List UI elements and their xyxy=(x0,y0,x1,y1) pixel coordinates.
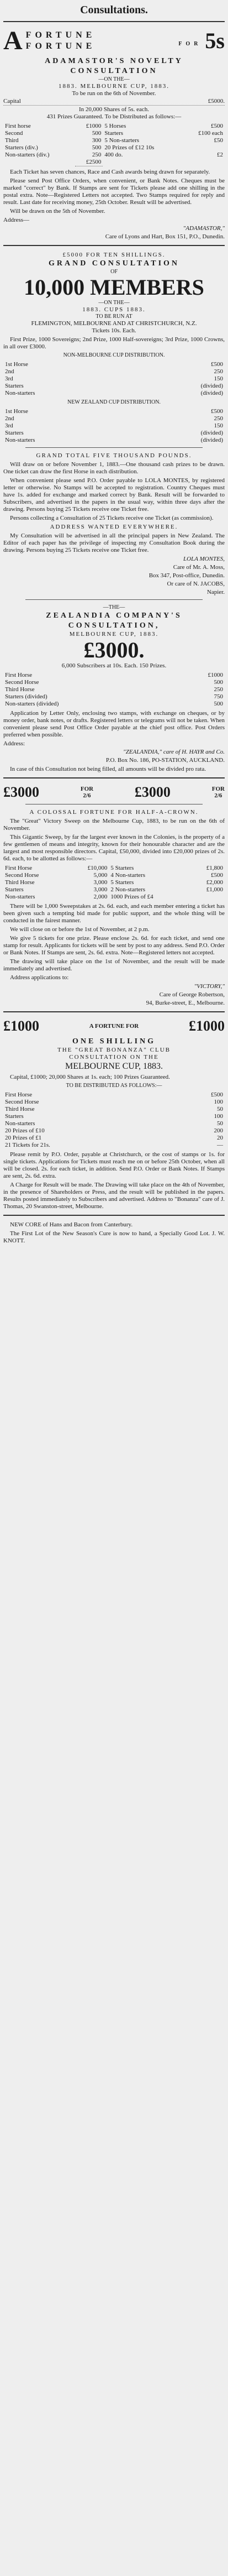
table-cell xyxy=(189,893,225,901)
ad-hams-bacon xyxy=(3,1221,225,1245)
ad-subtitle: CONSULTATION ON THE xyxy=(69,1054,159,1060)
banner-amount: £1000 xyxy=(3,1018,39,1034)
table-cell: 21 Tickets for 21s. xyxy=(5,1142,50,1148)
table-cell: Second xyxy=(5,130,23,137)
table-row xyxy=(3,159,225,166)
table-cell: 250 xyxy=(214,415,223,422)
table-cell: 50 xyxy=(217,1106,223,1112)
table-cell: 1st Horse xyxy=(5,408,28,415)
table-cell: Non-starters xyxy=(5,390,35,396)
table-cell: Starters (divided) xyxy=(5,693,47,700)
table-cell: Non-starters xyxy=(5,1120,35,1127)
table-cell: 750 xyxy=(214,693,223,700)
price-banner xyxy=(3,784,225,801)
table-cell: 20 Prizes of £1 xyxy=(5,1135,42,1141)
table-cell: 4 Non-starters xyxy=(110,872,145,879)
table-row xyxy=(3,1113,225,1120)
ad-victory xyxy=(3,809,225,1007)
banner-price: 2/6 xyxy=(214,792,222,799)
table-cell: 20 Prizes of £10 xyxy=(5,1127,45,1134)
table-cell: 250 xyxy=(214,686,223,693)
table-cell: 100 xyxy=(214,1099,223,1105)
table-cell: 20 xyxy=(217,1135,223,1141)
table-cell: 3rd xyxy=(5,375,13,382)
address-label: Address: xyxy=(3,740,25,747)
prize-table xyxy=(3,123,225,166)
ad-banner xyxy=(3,28,225,54)
prize-table xyxy=(3,361,225,397)
ad-paragraph: The drawing will take place on the 1st of November, and the result will be made immediately and advertised. xyxy=(3,958,225,972)
table-cell: £2 xyxy=(217,151,223,158)
table-cell: Non-starters (divided) xyxy=(5,701,59,707)
table-cell: (divided) xyxy=(200,430,223,436)
banner-letter: A xyxy=(3,26,23,55)
table-cell: Starters xyxy=(5,1113,24,1120)
ad-on-the: —ON THE— xyxy=(98,300,130,306)
divider xyxy=(25,447,203,448)
address-label: Address— xyxy=(3,217,30,223)
table-cell: 100 xyxy=(214,1113,223,1120)
banner-a: A xyxy=(89,1023,94,1030)
table-row xyxy=(3,137,225,144)
ad-paragraph: Application by Letter Only, enclosing two stamps, with exchange on cheques, or by money order, bank notes, or drafts. Registered letters or telegrams will not be taken. When convenient please send Post Office Order payable at the chief post office. Post Orders preferred when possible. xyxy=(3,710,225,738)
ad-title: ZEALANDIA COMPANY'S xyxy=(46,612,182,620)
table-cell: Third Horse xyxy=(5,686,35,693)
subscribers-line: 6,000 Subscribers at 10s. Each. 150 Prizes. xyxy=(61,662,167,669)
ad-title: GRAND CONSULTATION xyxy=(48,259,180,268)
table-cell: 2nd xyxy=(5,415,14,422)
table-cell xyxy=(182,159,225,166)
ad-paragraph: Each Ticket has seven chances, Race and Cash awards being drawn for separately. xyxy=(10,169,210,175)
ad-event: 1883. MELBOURNE CUP, 1883. xyxy=(58,83,170,90)
table-row xyxy=(3,437,225,444)
table-cell: Second Horse xyxy=(5,679,39,686)
table-cell: 5 Non-starters xyxy=(104,137,140,144)
table-row xyxy=(3,672,225,679)
total-cell: £2500 xyxy=(75,159,103,166)
table-row xyxy=(3,415,225,422)
table-row xyxy=(3,422,225,430)
ad-on-the: —ON THE— xyxy=(98,76,130,82)
table-cell: 250 xyxy=(214,368,223,375)
ad-subhead: ADDRESS WANTED EVERYWHERE. xyxy=(50,524,178,530)
prizes-head: 431 Prizes Guaranteed. To be Distributed as follows:— xyxy=(46,113,182,120)
table-row xyxy=(3,686,225,693)
ad-paragraph: There will be 1,000 Sweepstakes at 2s. 6d. each, and each member entering a ticket has been given such a tempting bid made for public support, and the whole thing will be conducted in the fairest manner. xyxy=(3,903,225,924)
table-cell: Non-starters xyxy=(5,893,35,900)
ad-paragraph: We will close on or before the 1st of November, at 2 p.m. xyxy=(10,926,150,933)
table-row xyxy=(3,1099,225,1106)
ad-head: NEW CORE of Hans and Bacon from Canterbury. xyxy=(10,1221,133,1228)
table-cell: Non-starters (div.) xyxy=(5,151,50,158)
table-cell: (divided) xyxy=(200,383,223,389)
banner-fortune: FORTUNE xyxy=(94,1023,125,1030)
table-cell: Starters (div.) xyxy=(5,144,38,151)
banner-line xyxy=(26,41,202,52)
table-cell: 500 xyxy=(214,679,223,686)
banner-stack xyxy=(26,30,202,52)
table-row xyxy=(3,872,225,879)
distribution-head: NON-MELBOURNE CUP DISTRIBUTION. xyxy=(63,352,165,358)
banner-for-text: FOR xyxy=(211,786,225,792)
ad-title: ADAMASTOR'S NOVELTY CONSULTATION xyxy=(45,57,183,75)
capital-row xyxy=(3,98,225,106)
banner-amount: £3000 xyxy=(3,784,39,800)
table-row xyxy=(3,893,225,901)
prize-table xyxy=(3,1091,225,1149)
distribution-head: TO BE DISTRIBUTED AS FOLLOWS:— xyxy=(66,1083,162,1089)
table-cell: 5 Horses xyxy=(104,123,126,129)
table-cell xyxy=(182,144,225,151)
banner-for: FOR xyxy=(178,41,202,47)
agent-line: Or care of N. JACOBS, xyxy=(167,581,225,587)
table-cell: Starters xyxy=(5,383,24,389)
divider xyxy=(3,777,225,778)
banner-amount: £3000 xyxy=(134,784,171,800)
table-row xyxy=(3,144,225,151)
table-cell: £500 xyxy=(211,361,223,368)
table-cell: 3,000 xyxy=(93,879,108,886)
table-cell: 1000 Prizes of £4 xyxy=(110,893,153,900)
divider xyxy=(3,1011,225,1012)
ad-lead: £5000 FOR TEN SHILLINGS. xyxy=(62,252,166,258)
advertiser-address: Care of George Robertson, xyxy=(159,991,225,998)
table-row xyxy=(3,1127,225,1135)
table-cell: 2,000 xyxy=(93,893,108,900)
ad-paragraph: My Consultation will be advertised in all the principal papers in New Zealand. The Editor of each paper has the privilege of inspecting my Consultation Book during the drawing. Persons buying 25 Tickets receive one Ticket free. xyxy=(3,532,225,553)
table-row xyxy=(3,1106,225,1113)
table-cell: £500 xyxy=(211,123,223,129)
table-row xyxy=(3,408,225,415)
table-cell: First Horse xyxy=(5,672,33,678)
ad-paragraph: The First Lot of the New Season's Cure is now to hand, a Specially Good Lot. J. W. KNOTT. xyxy=(3,1230,225,1244)
ad-the: —THE— xyxy=(103,604,125,610)
table-cell: 150 xyxy=(214,375,223,382)
ad-paragraph: In case of this Consultation not being filled, all amounts will be divided pro rata. xyxy=(10,766,206,772)
table-cell: £10,000 xyxy=(87,865,108,871)
ad-head: GRAND TOTAL FIVE THOUSAND POUNDS. xyxy=(36,452,192,459)
table-row xyxy=(3,123,225,130)
table-cell: £500 xyxy=(211,872,223,879)
table-cell: 50 xyxy=(217,1120,223,1127)
table-cell: First horse xyxy=(5,123,31,129)
ad-paragraph: A Charge for Result will be made. The Drawing will take place on the 4th of November, in the presence of Shareholders or Press, and the result will be published in the papers. Results posted immediately to Subscribers and advertised. Address to "Bonanza" care of J. Thomas, 20 Swanston-street, Melbourne. xyxy=(3,1182,225,1210)
advertiser-name: "ADAMASTOR," xyxy=(183,225,225,232)
table-cell: 5,000 xyxy=(93,872,108,879)
prize-table xyxy=(3,672,225,708)
banner-for xyxy=(212,786,225,799)
table-cell: 20 Prizes of £12 10s xyxy=(104,144,155,151)
table-cell: Second Horse xyxy=(5,872,39,879)
table-cell: 200 xyxy=(214,1127,223,1134)
table-cell: Starters xyxy=(5,430,24,436)
table-cell: 500 xyxy=(214,701,223,707)
table-cell: £1000 xyxy=(208,672,223,678)
table-row xyxy=(3,679,225,686)
table-row xyxy=(3,1135,225,1142)
table-cell: — xyxy=(217,1142,223,1148)
table-cell xyxy=(3,159,75,166)
ad-paragraph: When convenient please send P.O. Order payable to LOLA MONTES, by registered letter or otherwise. No Stamps will be accepted to registration. Country Cheques must have 1s. added for exchange and marked correct by Bank. Result will be forwarded to Subscribers, and advertised in the papers in the usual way, within three days after the drawing. Persons buying 25 Tickets receive one Ticket free. xyxy=(3,477,225,513)
ad-title: THE "GREAT BONANZA" CLUB xyxy=(57,1047,171,1053)
members-title: 10,000 MEMBERS xyxy=(24,275,204,300)
ad-title: CONSULTATION, xyxy=(68,621,160,630)
classifieds-column xyxy=(3,2,225,1248)
table-cell: £2,000 xyxy=(206,879,223,886)
table-cell: 150 xyxy=(214,422,223,429)
ad-paragraph: Persons collecting a Consultation of 25 Tickets receive one Ticket (as commission). xyxy=(10,515,214,521)
capital-value: £5000. xyxy=(208,98,225,104)
table-cell: First Horse xyxy=(5,1091,33,1098)
table-cell: £500 xyxy=(211,1091,223,1098)
banner-word: FORTUNE xyxy=(25,41,96,51)
table-cell: Third Horse xyxy=(5,1106,35,1112)
table-cell: (divided) xyxy=(200,390,223,396)
banner-words xyxy=(89,1023,139,1030)
ad-paragraph: Will draw on or before November 1, 1883.—One thousand cash prizes to be drawn. One ticket can draw the first Horse in each distribution. xyxy=(3,461,225,475)
table-cell: Non-starters xyxy=(5,437,35,443)
table-cell: (divided) xyxy=(200,437,223,443)
table-row xyxy=(3,430,225,437)
advertiser-address: Care of Lyons and Hart, Box 151, P.O., Dunedin. xyxy=(105,233,225,240)
table-cell: 3rd xyxy=(5,422,13,429)
advertiser-name: LOLA MONTES, xyxy=(183,556,225,562)
advertiser-address: P.O. Box No. 186, PO-STATION, AUCKLAND. xyxy=(105,757,225,764)
table-row xyxy=(3,1142,225,1149)
table-cell: 250 xyxy=(92,151,102,158)
table-cell: 1st Horse xyxy=(5,361,28,368)
advertiser-address: 94, Burke-street, E., Melbourne. xyxy=(146,1000,225,1006)
table-cell: 400 do. xyxy=(104,151,123,158)
table-cell: 5 Starters xyxy=(110,879,134,886)
table-cell: Second Horse xyxy=(5,1099,39,1105)
ad-amount: £3000. xyxy=(83,638,145,662)
ad-paragraph: Will be drawn on the 5th of November. xyxy=(10,208,105,215)
table-row xyxy=(3,390,225,397)
table-row xyxy=(3,130,225,137)
table-row xyxy=(3,701,225,708)
banner-shilling-word: SHILLING xyxy=(99,1037,156,1046)
ad-paragraph: Please send Post Office Orders, when convenient, or Bank Notes. Cheques must be marked "correct" by Bank. If Stamps are sent for Tickets please add one shilling in the postal extra. Note—Registered Letters not accepted. Two Stamps required for reply and result. Last date for receiving money, 25th October. Result will be advertised. xyxy=(3,177,225,206)
banner-price: 5s xyxy=(205,28,225,53)
table-row xyxy=(3,375,225,383)
table-cell: £100 each xyxy=(198,130,223,137)
ad-event: 1883. CUPS 1883. xyxy=(82,306,146,313)
ad-adamastor xyxy=(3,28,225,241)
fortune-banner xyxy=(3,1018,225,1034)
divider xyxy=(3,1215,225,1216)
table-cell: 5 Starters xyxy=(110,865,134,871)
table-cell: 300 xyxy=(92,137,102,144)
advertiser-address: Care of Mr. A. Moss, xyxy=(173,564,225,571)
ad-lola-montes xyxy=(3,452,225,596)
capital-label: Capital xyxy=(3,98,21,104)
ad-ten-shillings xyxy=(3,252,225,444)
prize-table xyxy=(3,865,225,901)
ad-of: OF xyxy=(110,269,118,275)
table-cell: Starters xyxy=(5,886,24,893)
banner-for-text: FOR xyxy=(80,786,94,792)
table-cell: Third Horse xyxy=(5,879,35,886)
table-cell: 500 xyxy=(92,130,102,137)
divider xyxy=(3,21,225,22)
table-cell: Third xyxy=(5,137,19,144)
ad-event: MELBOURNE CUP, 1883. xyxy=(65,1062,163,1071)
banner-for: FOR xyxy=(126,1023,139,1030)
table-row xyxy=(3,151,225,159)
prize-table xyxy=(3,408,225,444)
table-row xyxy=(3,865,225,872)
table-cell: £1000 xyxy=(86,123,102,129)
table-cell: 3,000 xyxy=(93,886,108,893)
ad-paragraph: This Gigantic Sweep, by far the largest ever known in the Colonies, is the property of a few gentlemen of means and integrity, known for their honourable character and are the largest and most responsible directors. Capital, £50,000, divided into £20,000 prizes of 2s. 6d. each, to be allotted as follows:— xyxy=(3,834,225,862)
table-row xyxy=(3,886,225,893)
agent-place: Napier. xyxy=(206,589,225,595)
shares-line: In 20,000 Shares of 5s. each. xyxy=(78,106,150,113)
ad-paragraph: Capital, £1000; 20,000 Shares at 1s. each; 100 Prizes Guaranteed. xyxy=(10,1074,170,1080)
ad-run-date: To be run on the 6th of November. xyxy=(72,90,156,97)
table-row xyxy=(3,361,225,368)
ticket-price: Tickets 10s. Each. xyxy=(92,327,136,334)
table-cell: 2 Non-starters xyxy=(110,886,145,893)
divider xyxy=(3,245,225,246)
table-row xyxy=(3,1120,225,1127)
ad-bonanza xyxy=(3,1018,225,1210)
banner-price: 2/6 xyxy=(83,792,91,799)
banner-one: ONE xyxy=(72,1037,96,1046)
table-cell xyxy=(103,159,182,166)
table-cell: 2nd xyxy=(5,368,14,375)
ad-event: MELBOURNE CUP, 1883. xyxy=(69,631,159,638)
banner-line xyxy=(26,30,202,41)
ad-paragraph: We give 5 tickets for one prize. Please enclose 2s. 6d. for each ticket, and send one stamp for result. Applicants for tickets will be sent by post to any address. Send P.O. Order or Bank Notes. If Stamps are sent, 2s. 6d. extra. Note—Registered letters not accepted. xyxy=(3,935,225,956)
ad-zealandia xyxy=(3,604,225,773)
table-row xyxy=(3,1091,225,1099)
banner-amount: £1000 xyxy=(188,1018,225,1034)
table-cell: £500 xyxy=(211,408,223,415)
table-cell: Starters xyxy=(104,130,124,137)
run-at: TO BE RUN AT xyxy=(96,313,132,320)
advertiser-address: Box 347, Post-office, Dunedin. xyxy=(149,572,225,579)
distribution-head: NEW ZEALAND CUP DISTRIBUTION. xyxy=(67,399,161,405)
banner-for xyxy=(81,786,93,799)
ad-paragraph: The "Great" Victory Sweep on the Melbourne Cup, 1883, to be run on the 6th of November. xyxy=(3,818,225,832)
table-row xyxy=(3,693,225,701)
table-row xyxy=(3,383,225,390)
ad-paragraph: Address applications to: xyxy=(10,974,69,981)
table-cell: 500 xyxy=(92,144,102,151)
table-cell: £1,800 xyxy=(206,865,223,871)
table-row xyxy=(3,368,225,375)
banner-shilling xyxy=(3,1037,225,1047)
divider xyxy=(25,599,203,600)
advertiser-name: "VICTORY," xyxy=(194,983,225,990)
ad-paragraph: Please remit by P.O. Order, payable at Christchurch, or the cost of stamps or 1s. for single tickets. Applications for Tickets must reach me on or before 25th October, when all will be closed. 2s. for each ticket, in addition. Send P.O. Order or Bank Notes. If Stamps are sent, 2s. 6d. extra. xyxy=(3,1151,225,1179)
ad-head: A COLOSSAL FORTUNE FOR HALF-A-CROWN. xyxy=(29,809,199,816)
venues: FLEMINGTON, MELBOURNE AND AT CHRISTCHURCH, N.Z. xyxy=(31,320,197,327)
table-cell: £50 xyxy=(214,137,223,144)
banner-word: FORTUNE xyxy=(25,30,96,40)
advertiser-name: "ZEALANDIA," care of H. HAYR and Co. xyxy=(123,749,225,755)
section-heading: Consultations. xyxy=(80,4,148,16)
table-cell: First Horse xyxy=(5,865,33,871)
ad-paragraph: First Prize, 1000 Sovereigns; 2nd Prize, 1000 Half-sovereigns; 3rd Prize, 1000 Crowns, in all over £3000. xyxy=(3,336,225,350)
table-row xyxy=(3,879,225,886)
table-cell: £1,000 xyxy=(206,886,223,893)
